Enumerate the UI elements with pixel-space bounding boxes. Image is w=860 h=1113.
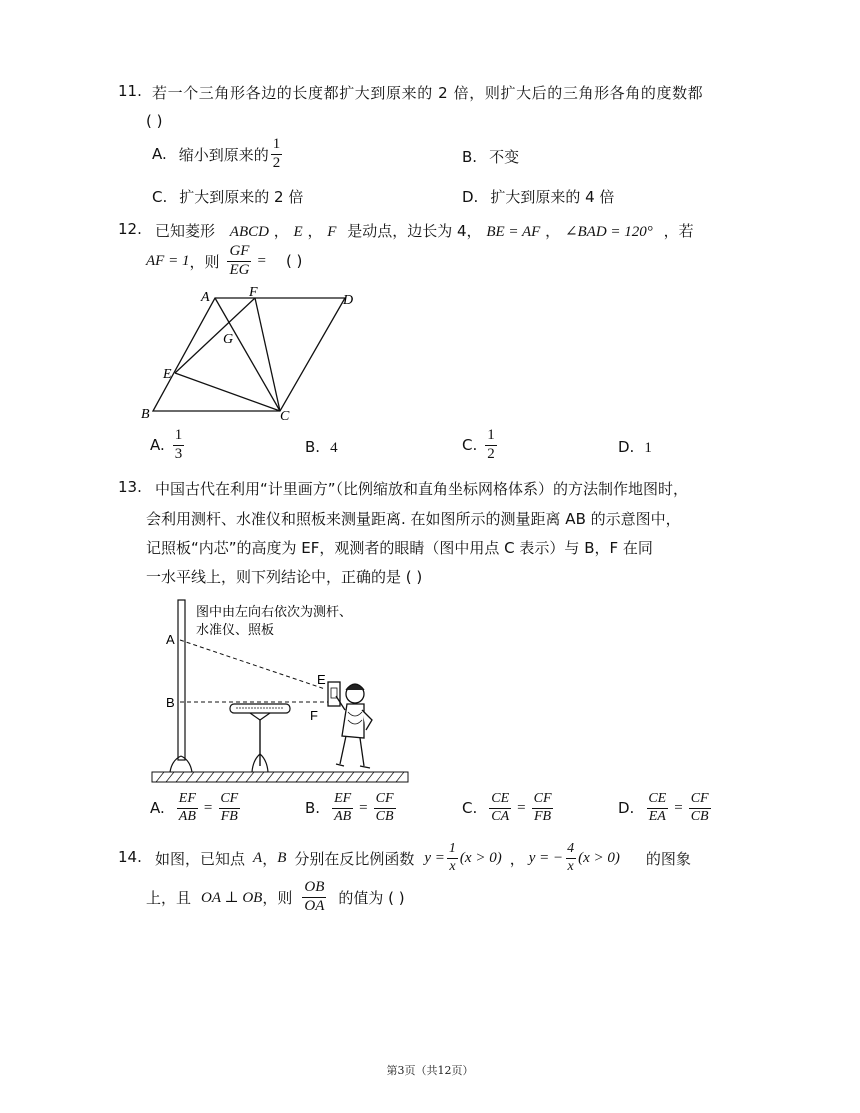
survey-pole (178, 600, 185, 760)
q11-option-c: C. 扩大到原来的 2 倍 (152, 188, 304, 206)
q13-line1: 中国古代在利用“计里画方”（比例缩放和直角坐标网格体系）的方法制作地图时， (155, 480, 689, 498)
sight-line-a (180, 640, 325, 689)
q14-stem-line2: 上，且 OA ⊥ OB ，则 $\frac{OB}{OA}$ 的值为 ( ) (146, 879, 405, 914)
option-label: A. (152, 145, 167, 164)
segment-fc (255, 298, 280, 411)
q11-option-a (152, 137, 284, 172)
q13-line3: 记照板“内芯”的高度为 EF，观测者的眼睛（图中用点 C 表示）与 B，F 在同 (146, 539, 653, 557)
rhombus-figure (135, 282, 365, 422)
q12-number: 12. (118, 220, 142, 238)
q13-number: 13. (118, 478, 142, 496)
q12-option-a: A. $\frac{1}{3}$ (150, 427, 183, 462)
page-footer: 第3页（共12页） (386, 1064, 474, 1077)
q12-option-b: B. 4 (305, 438, 338, 456)
label-g: G (223, 332, 234, 347)
q13-option-c: C. $\frac{CE}{CA}$ = $\frac{CF}{FB}$ (462, 791, 552, 824)
fig-caption-line2: 水准仪、照板 (196, 623, 275, 638)
q13-option-b: B. $\frac{EF}{AB}$ = $\frac{CF}{CB}$ (305, 791, 394, 824)
q13-option-a: A. $\frac{EF}{AB}$ = $\frac{CF}{FB}$ (150, 791, 239, 824)
segment-ec (175, 373, 280, 411)
q12-option-c: C. $\frac{1}{2}$ (462, 427, 495, 462)
segment-ef (175, 298, 255, 373)
level-instrument (230, 704, 290, 713)
fig-label-f: F (310, 708, 318, 723)
q11-paren: ( ) (146, 112, 163, 130)
label-d: D (343, 293, 354, 308)
q13-line2: 会利用测杆、水准仪和照板来测量距离. 在如图所示的测量距离 AB 的示意图中， (146, 510, 681, 528)
label-b: B (141, 407, 150, 422)
fraction: $\frac{1}{2}$ (272, 136, 281, 171)
fig-caption-line1: 图中由左向右依次为测杆、 (196, 605, 353, 620)
label-f: F (249, 285, 258, 300)
observer-figure (336, 684, 372, 768)
q12-stem-line2: AF = 1 ，则 $\frac{GF}{EG}$ = ( ) (146, 243, 303, 278)
label-c: C (280, 409, 290, 422)
fig-label-b: B (166, 695, 175, 710)
q12-stem-line1: 已知菱形 ABCD ， E ， F 是动点，边长为 4， BE = AF ， ∠BAD = 120° ，若 (155, 222, 694, 240)
label-e: E (163, 367, 172, 382)
q14-stem-line1: 如图，已知点 A ， B 分别在反比例函数 y = $\frac{1}{x}$ (x > 0) ， y = − $\frac{4}{x}$ (x > 0) 的图象 (155, 841, 691, 874)
q13-line4: 一水平线上，则下列结论中，正确的是 ( ) (146, 568, 423, 586)
q11-option-d: D. 扩大到原来的 4 倍 (462, 188, 615, 206)
q13-option-d: D. $\frac{CE}{EA}$ = $\frac{CF}{CB}$ (618, 791, 709, 824)
surveying-figure (150, 596, 410, 788)
fig-label-a: A (166, 632, 175, 647)
option-text: 缩小到原来的 (178, 145, 269, 164)
q11-option-b: B. 不变 (462, 148, 520, 166)
q11-stem: 若一个三角形各边的长度都扩大到原来的 2 倍，则扩大后的三角形各角的度数都 (152, 84, 704, 102)
fraction-gf-eg: $\frac{GF}{EG}$ (229, 243, 250, 278)
q11-number: 11. (118, 82, 142, 100)
q12-option-d: D. 1 (618, 438, 652, 456)
rhombus-outline (153, 298, 345, 411)
label-a: A (201, 290, 210, 305)
diagonal-ac (215, 298, 280, 411)
fig-label-e: E (317, 672, 326, 687)
q14-number: 14. (118, 848, 142, 866)
